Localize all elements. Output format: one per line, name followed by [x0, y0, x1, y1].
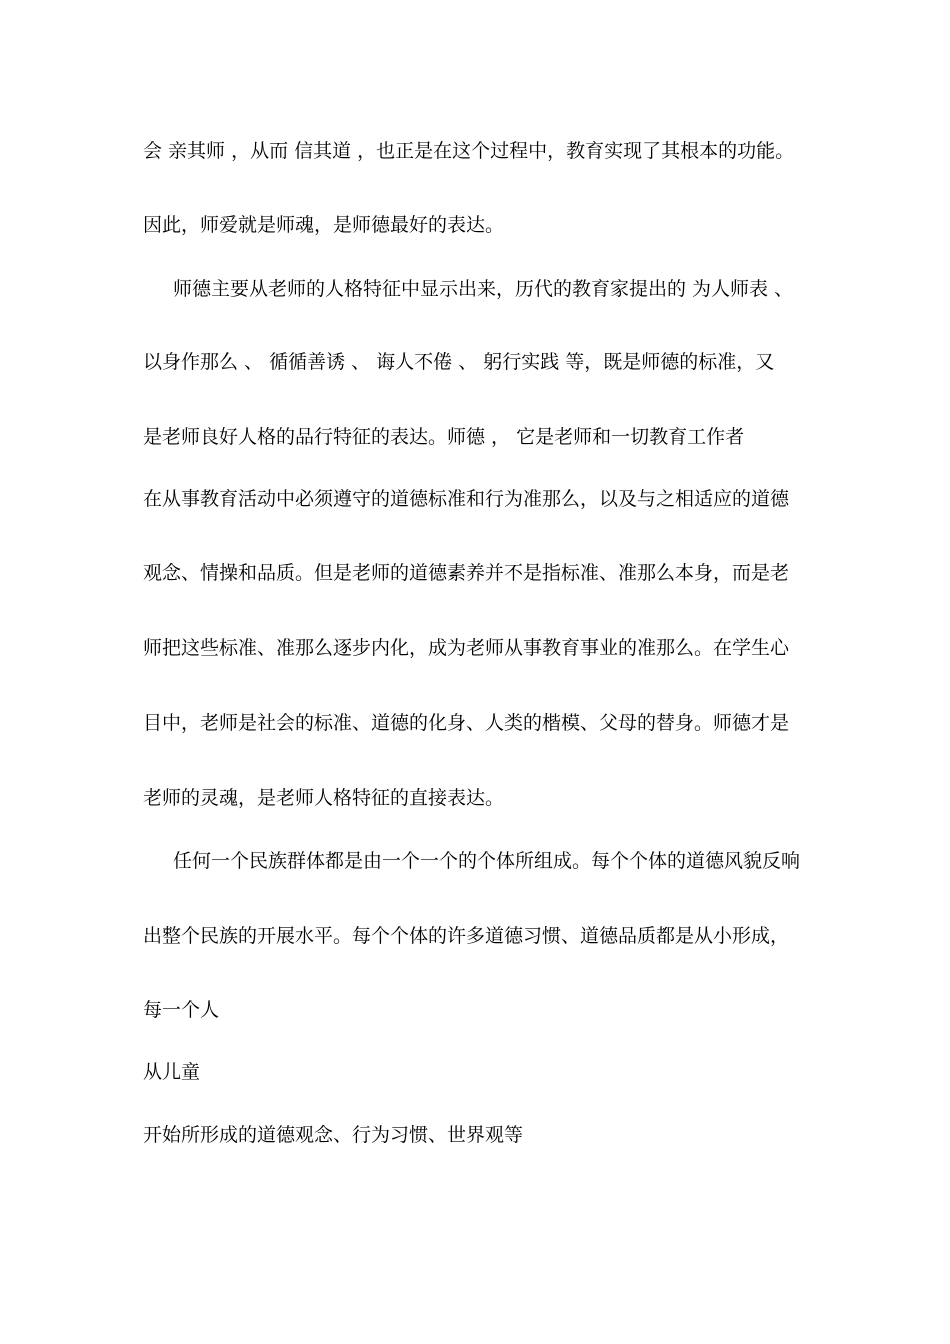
text-line-9: 目中，老师是社会的标准、道德的化身、人类的楷模、父母的替身。师德才是 [143, 712, 790, 734]
text-line-3: 师德主要从老师的人格特征中显示出来，历代的教育家提出的 为人师表 、 [173, 278, 794, 300]
text-line-6: 在从事教育活动中必须遵守的道德标准和行为准那么，以及与之相适应的道德 [143, 488, 790, 510]
text-line-13: 每一个人 [143, 999, 220, 1021]
text-line-7: 观念、情操和品质。但是老师的道德素养并不是指标准、准那么本身，而是老 [143, 562, 790, 584]
text-line-1: 会 亲其师 ，从而 信其道 ，也正是在这个过程中，教育实现了其根本的功能。 [143, 140, 795, 162]
text-line-14: 从儿童 [143, 1061, 201, 1083]
text-line-15: 开始所形成的道德观念、行为习惯、世界观等 [143, 1124, 524, 1146]
text-line-11: 任何一个民族群体都是由一个一个的个体所组成。每个个体的道德风貌反响 [173, 850, 801, 872]
text-line-2: 因此，师爱就是师魂，是师德最好的表达。 [143, 214, 505, 236]
text-line-5: 是老师良好人格的品行特征的表达。师德 ， 它是老师和一切教育工作者 [143, 426, 745, 448]
text-line-4: 以身作那么 、 循循善诱 、 诲人不倦 、 躬行实践 等，既是师德的标准，又 [143, 351, 775, 373]
text-line-10: 老师的灵魂，是老师人格特征的直接表达。 [143, 787, 505, 809]
text-line-12: 出整个民族的开展水平。每个个体的许多道德习惯、道德品质都是从小形成， [143, 925, 790, 947]
text-line-8: 师把这些标准、准那么逐步内化，成为老师从事教育事业的准那么。在学生心 [143, 637, 790, 659]
